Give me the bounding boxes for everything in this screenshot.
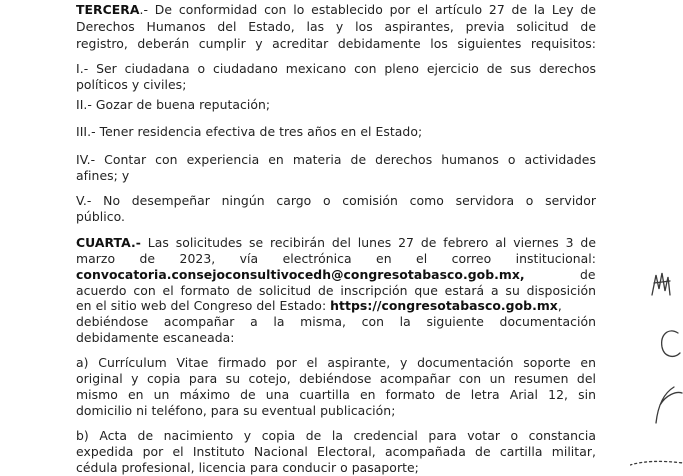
doc-b-line-2: expedida por el Instituto Nacional Electoral, acompañada de cartilla militar, xyxy=(76,444,596,459)
cuarta-line-7: debidamente escaneada: xyxy=(76,330,235,345)
cuarta-line-3 xyxy=(76,267,525,283)
cuarta-line-4: acuerdo con el formato de solicitud de inscripción que estará a su disposición xyxy=(76,283,596,298)
cuarta-line-6: debiéndose acompañar a la misma, con la siguiente documentación xyxy=(76,314,596,329)
requisito-1-line-2: políticos y civiles; xyxy=(76,77,187,92)
doc-a-line-1: a) Currículum Vitae firmado por el aspirante, y documentación soporte en xyxy=(76,355,596,370)
website-link[interactable]: https://congresotabasco.gob.mx xyxy=(330,298,558,313)
tercera-heading: TERCERA xyxy=(76,2,140,17)
doc-a-line-2: original y copia para su cotejo, debiéndose acompañar con un resumen del xyxy=(76,371,596,386)
tercera-line-3: registro, deberán cumplir y acreditar debidamente los siguientes requisitos: xyxy=(76,36,596,51)
requisito-1-line-1: I.- Ser ciudadana o ciudadano mexicano con pleno ejercicio de sus derechos xyxy=(76,61,596,76)
doc-b-line-3: cédula profesional, licencia para conducir o pasaporte; xyxy=(76,460,419,475)
requisito-5-line-2: público. xyxy=(76,209,125,224)
tercera-line-2: Derechos Humanos del Estado, las y los aspirantes, previa solicitud de xyxy=(76,19,596,34)
doc-a-line-4: domicilio ni teléfono, para su eventual publicación; xyxy=(76,403,396,418)
email-address[interactable]: convocatoria.consejoconsultivocedh@congresotabasco.gob.mx, xyxy=(76,267,525,282)
cuarta-line-5 xyxy=(76,298,562,314)
cuarta-line-2: marzo de 2023, vía electrónica en el correo institucional: xyxy=(76,251,596,266)
cuarta-line-3-end: de xyxy=(580,267,596,282)
doc-a-line-3: mismo en un máximo de una cuartilla en formato de letra Arial 12, sin xyxy=(76,387,596,402)
tercera-text-1: .- De conformidad con lo establecido por el artículo 27 de la Ley de xyxy=(139,2,596,17)
requisito-4-line-2: afines; y xyxy=(76,168,130,183)
doc-b-line-1: b) Acta de nacimiento y copia de la credencial para votar o constancia xyxy=(76,428,596,443)
requisito-3: III.- Tener residencia efectiva de tres años en el Estado; xyxy=(76,124,423,139)
requisito-5-line-1: V.- No desempeñar ningún cargo o comisión como servidora o servidor xyxy=(76,193,596,208)
margin-signature-marks xyxy=(630,255,683,469)
cuarta-heading: CUARTA.- xyxy=(76,235,141,250)
cuarta-line-1 xyxy=(76,235,596,251)
requisito-2: II.- Gozar de buena reputación; xyxy=(76,97,271,112)
tercera-line-1 xyxy=(76,2,596,18)
requisito-4-line-1: IV.- Contar con experiencia en materia de derechos humanos o actividades xyxy=(76,152,596,167)
cuarta-text-5-end: , xyxy=(557,298,562,313)
cuarta-text-1: Las solicitudes se recibirán del lunes 27 de febrero al viernes 3 de xyxy=(140,235,596,250)
cuarta-text-5: en el sitio web del Congreso del Estado: xyxy=(76,298,331,313)
